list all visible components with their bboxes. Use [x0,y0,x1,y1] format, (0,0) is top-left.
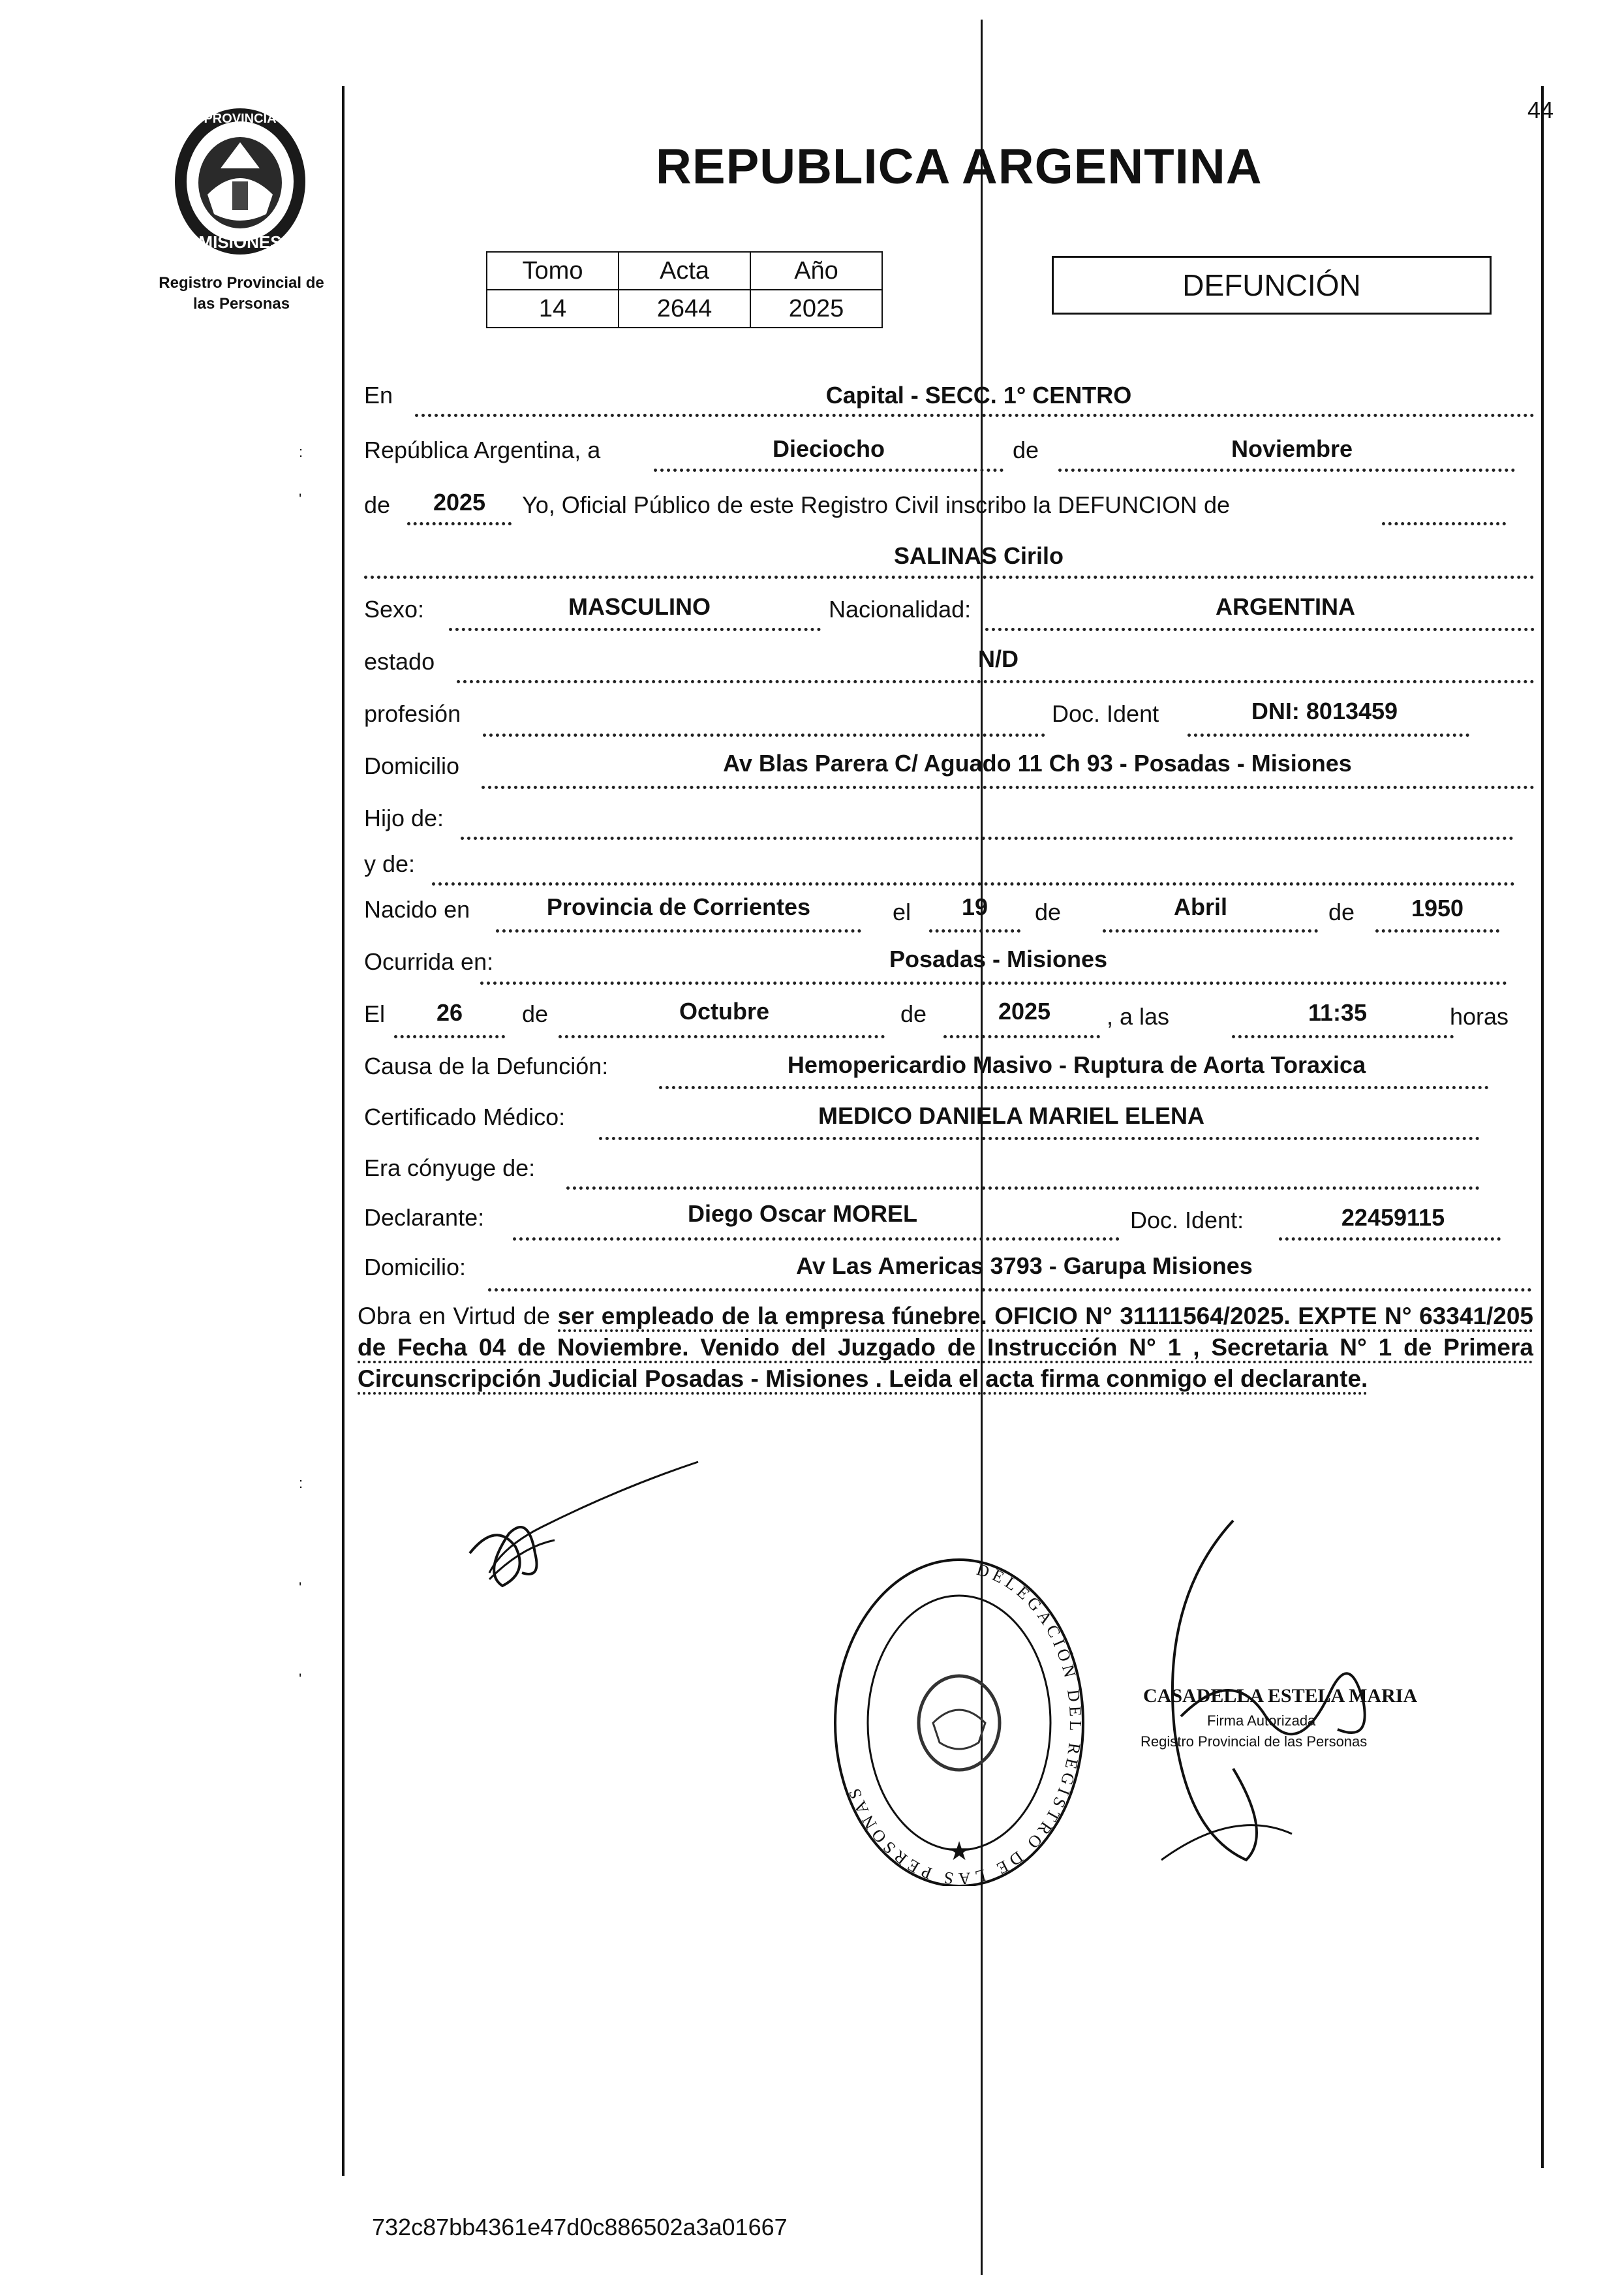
estado-label: estado [364,648,435,675]
death-month-dotline [559,1035,885,1038]
estado-dotline [457,680,1535,683]
margin-mark: : [299,1475,303,1491]
ref-value-anio: 2025 [750,290,882,328]
ref-value-acta: 2644 [619,290,750,328]
page-number: 44 [1527,97,1554,123]
de-label-birth-2: de [1328,899,1355,925]
domicilio2-label: Domicilio: [364,1254,467,1280]
page-title: REPUBLICA ARGENTINA [656,139,1263,194]
year-value: 2025 [433,489,486,516]
declarante-dotline [513,1237,1120,1241]
center-fold-line [981,20,983,2275]
birth-month-value: Abril [1173,893,1227,920]
death-day-value: 26 [436,999,463,1026]
birth-day-dotline [929,929,1020,933]
svg-text:MISIONES: MISIONES [198,232,282,252]
yde-dotline [432,882,1515,886]
el-label: el [893,899,912,925]
stamp-ring-text: DELEGACIÓN DEL REGISTRO DE LAS PERSONAS [843,1559,1086,1886]
birth-month-dotline [1103,929,1318,933]
estado-value: N/D [978,645,1019,672]
right-margin-rule [1541,86,1544,2168]
alas-label: , a las [1107,1003,1170,1030]
de-label-2: de [364,491,391,518]
horas-label: horas [1450,1003,1509,1030]
ocurrida-dotline [480,982,1507,985]
svg-text:★: ★ [947,1836,971,1866]
svg-text:PROVINCIA: PROVINCIA [204,112,277,126]
doc-ident2-value: 22459115 [1341,1204,1445,1231]
document-hash: 732c87bb4361e47d0c886502a3a01667 [372,2214,788,2240]
nacido-label: Nacido en [364,896,470,923]
nacido-value: Provincia de Corrientes [546,893,811,920]
death-year-value: 2025 [998,998,1051,1025]
ref-value-tomo: 14 [487,290,619,328]
ocurrida-value: Posadas - Misiones [889,946,1108,972]
official-stamp [816,1534,1103,1886]
hijo-label: Hijo de: [364,805,444,831]
record-type-box: DEFUNCIÓN [1052,256,1492,315]
birth-year-value: 1950 [1411,895,1464,921]
death-month-value: Octubre [679,998,770,1025]
de-label: de [1013,437,1039,463]
conyuge-label: Era cónyuge de: [364,1154,536,1181]
doc-ident-label: Doc. Ident [1052,700,1159,727]
ref-header-anio: Año [750,252,882,290]
nacionalidad-dotline [985,628,1535,631]
domicilio-value: Av Blas Parera C/ Aguado 11 Ch 93 - Posadas - Misiones [723,750,1352,777]
causa-label: Causa de la Defunción: [364,1053,609,1079]
obra-text: ser empleado de la empresa fúnebre. OFICIO N° 31111564/2025. EXPTE N° 63341/205 de Fecha 04 de Noviembre. Venido del Juzgado de Instrucción N° 1 , Secretaria N° 1 de Primera Circunscripción Judicial Posadas - Misiones . Leida el acta firma conmigo el declarante. [358,1303,1533,1395]
en-value: Capital - SECC. 1° CENTRO [825,382,1132,409]
birth-year-dotline [1375,929,1499,933]
yde-label: y de: [364,850,416,877]
death-day-dotline [394,1035,505,1038]
ref-header-acta: Acta [619,252,750,290]
doc-ident-value: DNI: 8013459 [1251,698,1398,724]
declarant-signature [450,1449,724,1599]
domicilio2-dotline [488,1288,1532,1292]
intro-text: Yo, Oficial Público de este Registro Civil inscribo la DEFUNCION de [522,491,1231,518]
month-value: Noviembre [1231,435,1353,462]
province-seal-logo [168,103,312,260]
year-dotline [407,522,512,525]
death-time-value: 11:35 [1308,999,1368,1026]
de-label-death-2: de [900,1000,927,1027]
en-dotline [415,414,1535,417]
domicilio-label: Domicilio [364,752,460,779]
obra-paragraph [358,1301,1533,1395]
name-dotline [364,576,1535,579]
domicilio2-value: Av Las Americas 3793 - Garupa Misiones [796,1252,1253,1279]
de-label-death-1: de [522,1000,549,1027]
birth-day-value: 19 [961,893,988,920]
sexo-label: Sexo: [364,596,425,623]
official-role: Firma Autorizada [1207,1712,1316,1729]
doc-ident-dotline [1187,734,1469,737]
intro-dotline [1382,522,1506,525]
margin-mark: ' [299,491,302,507]
ocurrida-label: Ocurrida en: [364,948,494,975]
declarante-label: Declarante: [364,1204,485,1231]
hijo-dotline [461,837,1514,840]
de-label-birth-1: de [1035,899,1062,925]
certificado-dotline [599,1137,1480,1140]
official-signature [1135,1494,1422,1873]
ref-table [486,251,883,328]
doc-ident2-label: Doc. Ident: [1130,1207,1244,1233]
day-value: Dieciocho [772,435,885,462]
sexo-value: MASCULINO [568,593,711,620]
causa-value: Hemopericardio Masivo - Ruptura de Aorta Toraxica [787,1051,1366,1078]
certificado-value: MEDICO DANIELA MARIEL ELENA [818,1102,1204,1129]
month-dotline [1058,469,1515,472]
ref-header-tomo: Tomo [487,252,619,290]
official-org: Registro Provincial de las Personas [1141,1733,1368,1750]
obra-label: Obra en Virtud de [358,1303,551,1329]
domicilio-dotline [482,786,1535,789]
margin-mark: ' [299,1671,302,1687]
certificado-label: Certificado Médico: [364,1104,566,1130]
official-name: CASADELLA ESTELA MARIA [1143,1685,1418,1707]
republica-label: República Argentina, a [364,437,601,463]
registry-label: Registro Provincial de las Personas [159,274,324,313]
profesion-label: profesión [364,700,461,727]
sexo-dotline [449,628,821,631]
nacionalidad-label: Nacionalidad: [829,596,972,623]
nacionalidad-value: ARGENTINA [1216,593,1355,620]
death-year-dotline [943,1035,1100,1038]
en-label: En [364,382,393,409]
death-time-dotline [1232,1035,1454,1038]
profesion-dotline [483,734,1045,737]
margin-mark: : [299,444,303,460]
declarante-value: Diego Oscar MOREL [687,1200,918,1227]
conyuge-dotline [566,1186,1480,1190]
causa-dotline [659,1086,1489,1089]
deceased-name: SALINAS Cirilo [893,542,1064,569]
day-dotline [654,469,1004,472]
el2-label: El [364,1000,386,1027]
doc-ident2-dotline [1279,1237,1501,1241]
left-margin-rule [342,86,345,2176]
margin-mark: ' [299,1579,302,1596]
nacido-dotline [496,929,861,933]
